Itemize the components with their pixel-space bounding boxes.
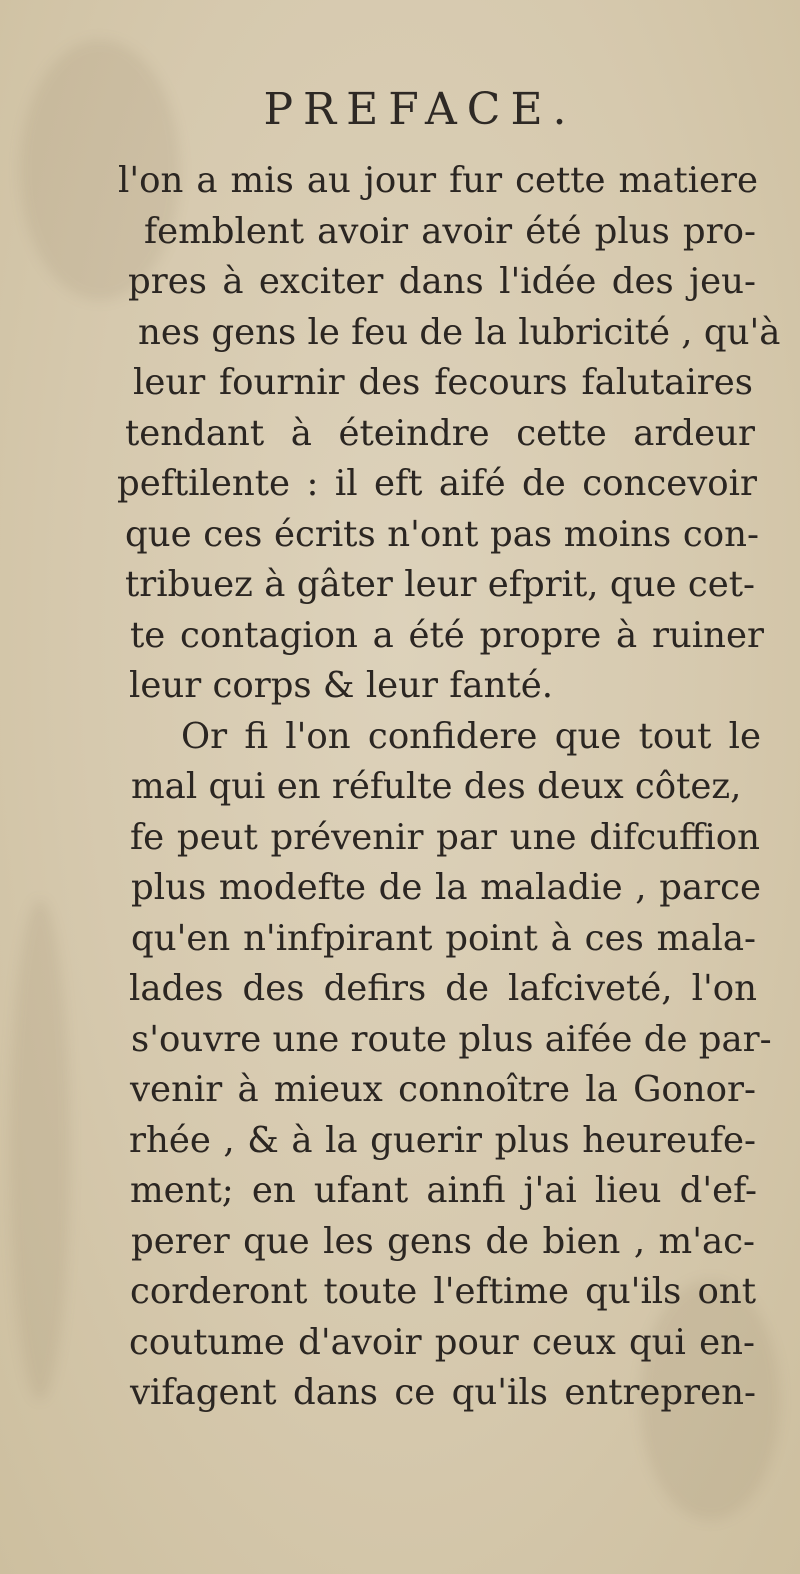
text-line: tribuez à gâter leur efprit, que cet- [125, 564, 755, 605]
text-line: te contagion a été propre à ruiner [130, 614, 764, 656]
text-line: leur corps & leur fanté. [129, 665, 554, 706]
text-line: s'ouvre une route plus aifée de par- [131, 1018, 772, 1060]
header-text: PREFACE. [263, 84, 577, 135]
text-line: fe peut prévenir par une difcuffion [130, 816, 760, 858]
running-header [0, 84, 800, 135]
text-line: qu'en n'infpirant point à ces mala- [131, 917, 756, 959]
body-text [117, 156, 781, 1419]
text-line: corderont toute l'eftime qu'ils ont [130, 1271, 756, 1312]
text-line: plus modefte de la maladie , parce [131, 867, 761, 908]
text-line: venir à mieux connoître la Gonor- [130, 1069, 756, 1110]
text-line: coutume d'avoir pour ceux qui en- [129, 1321, 755, 1363]
text-line: l'on a mis au jour fur cette matiere [118, 160, 758, 201]
text-line: ment; en ufant ainfi j'ai lieu d'ef- [130, 1170, 757, 1211]
text-line: femblent avoir avoir été plus pro- [144, 210, 756, 252]
text-line: vifagent dans ce qu'ils entrepren- [130, 1372, 756, 1413]
text-line: peftilente : il eft aifé de concevoir [117, 463, 757, 504]
text-line: mal qui en réfulte des deux côtez, [131, 766, 742, 807]
paper-stain [10, 900, 70, 1400]
text-line: Or fi l'on confidere que tout le [181, 715, 761, 757]
text-line: leur fournir des fecours falutaires [133, 362, 753, 403]
text-line: que ces écrits n'ont pas moins con- [125, 513, 759, 555]
text-line: tendant à éteindre cette ardeur [125, 412, 755, 454]
text-line: lades des defirs de lafciveté, l'on [129, 968, 757, 1009]
text-line: rhée , & à la guerir plus heureufe- [129, 1119, 756, 1161]
text-line: nes gens le feu de la lubricité , qu'à [138, 311, 781, 353]
text-line: perer que les gens de bien , m'ac- [131, 1220, 755, 1262]
text-line: pres à exciter dans l'idée des jeu- [128, 261, 756, 302]
